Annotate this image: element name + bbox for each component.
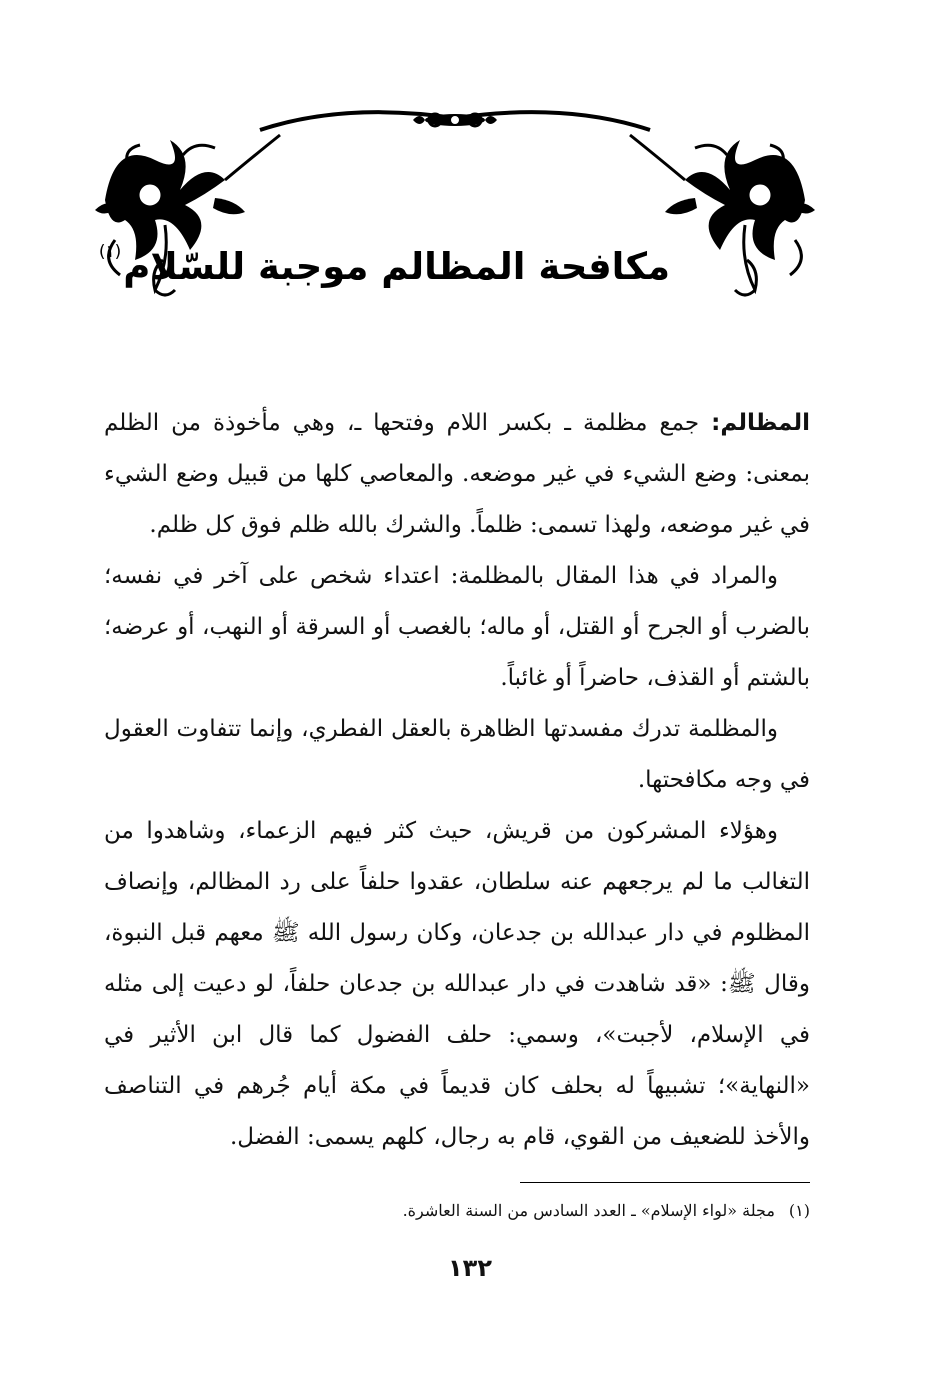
paragraph: والمظلمة تدرك مفسدتها الظاهرة بالعقل الفطري، وإنما تتفاوت العقول في وجه مكافحتها. [104, 716, 810, 793]
paragraph-text: جمع مظلمة ـ بكسر اللام وفتحها ـ، وهي مأخوذة من الظلم بمعنى: وضع الشيء في غير موضعه. والمعاصي كلها من قبيل وضع الشيء في غير موضعه، ولهذا تسمى: ظلماً. والشرك بالله ظلم فوق كل ظلم. [104, 410, 810, 538]
footnote [210, 1196, 810, 1226]
footnote-text: مجلة «لواء الإسلام» ـ العدد السادس من السنة العاشرة. [402, 1201, 775, 1220]
footnote-reference: (١) [98, 242, 122, 262]
body-text [104, 398, 810, 1163]
paragraph: والمراد في هذا المقال بالمظلمة: اعتداء شخص على آخر في نفسه؛ بالضرب أو الجرح أو القتل، أو ماله؛ بالغصب أو السرقة أو النهب، أو عرضه؛ بالشتم أو القذف، حاضراً أو غائباً. [104, 563, 810, 691]
chapter-title-text: مكافحة المظالم موجبة للسّلام [123, 245, 670, 288]
footnote-number: (١) [788, 1201, 810, 1220]
paragraph: وهؤلاء المشركون من قريش، حيث كثر فيهم الزعماء، وشاهدوا من التغالب ما لم يرجعهم عنه سلطان، عقدوا حلفاً على رد المظالم، وإنصاف المظلوم في دار عبدالله بن جدعان، وكان رسول الله ﷺ معهم قبل النبوة، وقال ﷺ: «قد شاهدت في دار عبدالله بن جدعان حلفاً، لو دعيت إلى مثله في الإسلام، لأجبت»، وسمي: حلف الفضول كما قال ابن الأثير في «النهاية»؛ تشبيهاً له بحلف كان قديماً في مكة أيام جُرهم في التناصف والأخذ للضعيف من القوي، قام به رجال، كلهم يسمى: الفضل. [104, 818, 810, 1150]
page-number: ١٣٢ [448, 1254, 492, 1282]
defined-term: المظالم: [711, 410, 810, 436]
footnote-divider [520, 1182, 810, 1183]
paragraph-definition [104, 398, 810, 551]
chapter-title [98, 222, 670, 297]
